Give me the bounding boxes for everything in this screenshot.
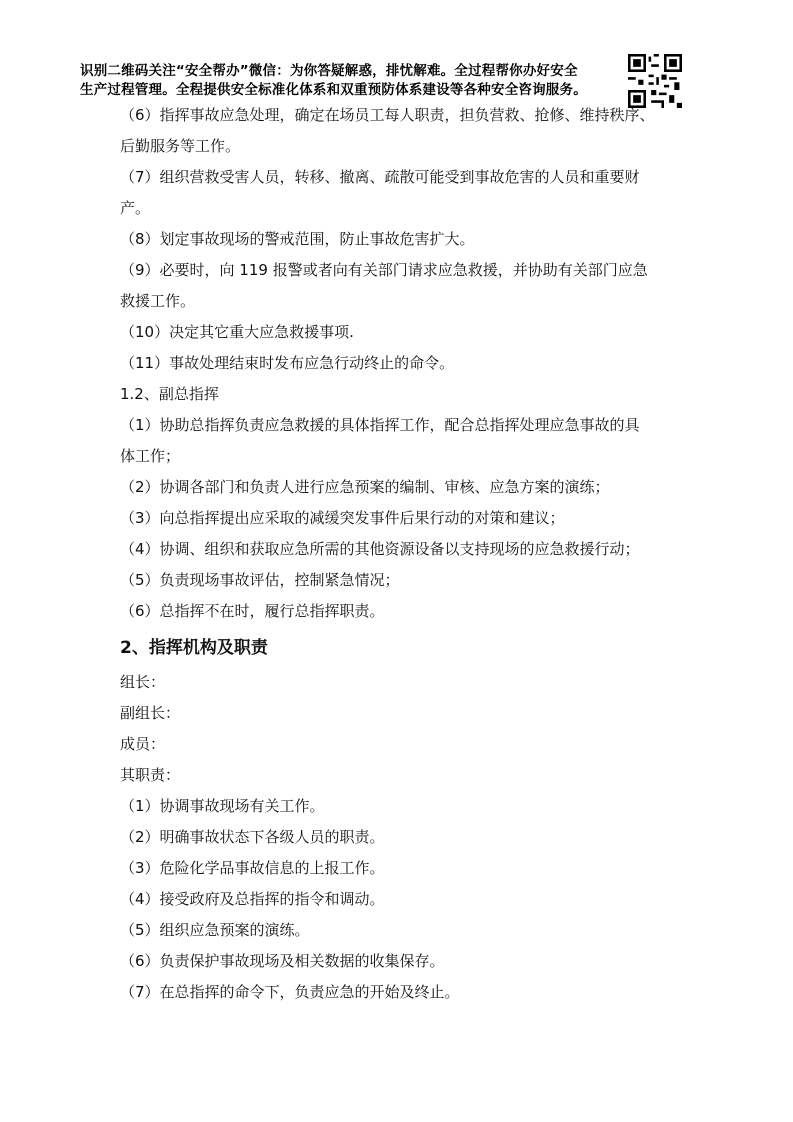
text-line: （11）事故处理结束时发布应急行动终止的命令。 — [120, 354, 455, 372]
text-line: （7）组织营救受害人员，转移、撤离、疏散可能受到事故危害的人员和重要财 — [120, 168, 640, 186]
text-line: 组长： — [120, 673, 166, 691]
text-line: 其职责： — [120, 766, 181, 784]
text-line: （3）向总指挥提出应采取的减缓突发事件后果行动的对策和建议； — [120, 509, 565, 527]
text-line: （4）接受政府及总指挥的指令和调动。 — [120, 890, 385, 908]
text-line: （6）总指挥不在时，履行总指挥职责。 — [120, 602, 385, 620]
text-line: （2）明确事故状态下各级人员的职责。 — [120, 828, 385, 846]
text-line: 产。 — [120, 199, 151, 217]
text-line: 副组长： — [120, 704, 181, 722]
text-line: （7）在总指挥的命令下，负责应急的开始及终止。 — [120, 983, 460, 1001]
text-line: （3）危险化学品事故信息的上报工作。 — [120, 859, 385, 877]
text-line: （1）协助总指挥负责应急救援的具体指挥工作，配合总指挥处理应急事故的具 — [120, 416, 640, 434]
text-line: 救援工作。 — [120, 292, 196, 310]
text-line: （5）负责现场事故评估，控制紧急情况； — [120, 571, 400, 589]
document-body — [120, 100, 690, 1008]
text-line: （6）指挥事故应急处理，确定在场员工每人职责，担负营救、抢修、维持秩序、 — [120, 106, 655, 124]
banner-line: 生产过程管理。全程提供安全标准化体系和双重预防体系建设等各种安全咨询服务。 — [80, 82, 587, 98]
promo-banner — [80, 62, 587, 100]
section-duties-commander — [120, 100, 690, 627]
text-line: （10）决定其它重大应急救援事项. — [120, 323, 354, 341]
text-line: （8）划定事故现场的警戒范围，防止事故危害扩大。 — [120, 230, 475, 248]
text-line: （5）组织应急预案的演练。 — [120, 921, 310, 939]
text-line: （1）协调事故现场有关工作。 — [120, 797, 325, 815]
text-line: 后勤服务等工作。 — [120, 137, 241, 155]
text-line: （9）必要时，向 119 报警或者向有关部门请求应急救援，并协助有关部门应急 — [120, 261, 648, 279]
text-line: 1.2、副总指挥 — [120, 385, 219, 403]
text-line: 成员： — [120, 735, 166, 753]
section-heading: 2、指挥机构及职责 — [120, 638, 268, 658]
banner-line: 识别二维码关注“安全帮办”微信：为你答疑解惑，排忧解难。全过程帮你办好安全 — [80, 63, 578, 79]
section-command-structure — [120, 667, 690, 1008]
text-line: 体工作； — [120, 447, 181, 465]
text-line: （4）协调、组织和获取应急所需的其他资源设备以支持现场的应急救援行动； — [120, 540, 640, 558]
text-line: （2）协调各部门和负责人进行应急预案的编制、审核、应急方案的演练； — [120, 478, 610, 496]
text-line: （6）负责保护事故现场及相关数据的收集保存。 — [120, 952, 445, 970]
